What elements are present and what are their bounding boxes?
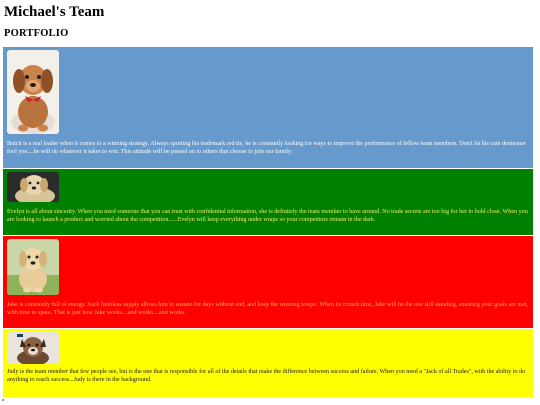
puppy-with-red-bow-photo	[7, 50, 59, 134]
team-member-card	[3, 329, 533, 397]
team-member-card	[3, 169, 533, 235]
team-member-card	[3, 47, 533, 168]
team-member-bio: Judy is the team member that few people see, but is the one that is responsible for all of the details that make the difference between success and failure. When you need a "Jack of all Trades", with the ability to do anything to reach success...Judy is there in the background.	[7, 369, 526, 383]
team-member-bio: Butch is a real leader when it comes to a winning strategy. Always sporting his trademark red tie, he is constantly looking for ways to improve the performance of fellow team members. Don't let his cute demeanor fool you....he will do whatever it takes to win. This attitude will be passed on to others that choose to join our family.	[7, 141, 527, 155]
golden-puppy-photo	[7, 172, 59, 202]
page-title: Michael's Team	[4, 4, 105, 20]
puppy-on-grass-photo	[7, 239, 59, 295]
terrier-puppy-photo	[7, 332, 59, 364]
page-end-marker	[2, 399, 4, 401]
team-member-card	[3, 236, 533, 328]
page-subtitle: PORTFOLIO	[4, 28, 69, 39]
team-member-bio: Evelyn is all about sincerity. When you need someone that you can trust with confidential information, she is definitely the team member to have around. No trade secrets are too big for her to hold close. When you are looking to launch a product and worried about the competition......Evelyn will keep everything under wraps so your competitors remain in the dark.	[7, 209, 528, 223]
team-member-bio: Jake is constantly full of energy. Such limitless supply allows him to sustain for days without end, and keep the winning tempo. When its crunch time, Jake will be the one still standing, ensuring your goals are met, with time to spare. That is just how Jake works....and works....and works.	[7, 302, 529, 316]
